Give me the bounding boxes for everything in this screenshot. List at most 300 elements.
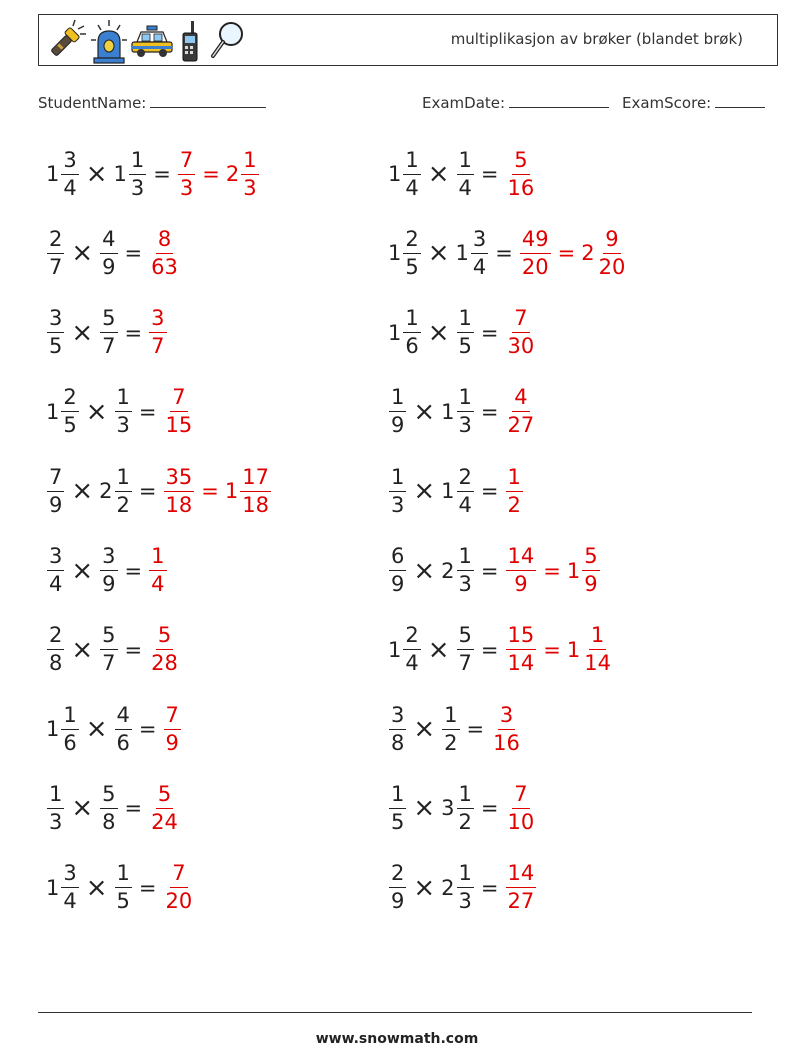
operand-b-denominator: 4 [472,254,487,279]
operand-b-whole: 2 [99,479,113,504]
exam-date-line[interactable] [509,93,609,108]
equals-sign: = [466,717,485,742]
answer-denominator: 30 [507,334,535,359]
answer [505,625,614,674]
operand-b-whole: 2 [441,558,455,583]
operand-b-denominator: 2 [444,730,458,755]
times-sign: × [427,634,450,665]
answer-fraction [506,546,537,595]
footer-divider [38,1012,752,1013]
answer [148,781,181,834]
answer-mixed-numerator: 1 [589,625,606,650]
answer [505,147,538,200]
operand-b-denominator: 5 [458,334,472,359]
equals-sign: = [480,162,499,186]
operand-b-fraction [457,308,474,357]
answer-denominator: 7 [151,334,165,359]
operand-b-fraction [100,546,117,595]
student-name-line[interactable] [150,93,266,108]
answer-numerator: 4 [512,387,529,412]
equals-sign: = [480,320,499,345]
operand-a-numerator: 3 [47,308,64,333]
operand-b-fraction [100,781,117,834]
answer [505,863,538,912]
answer [163,702,182,755]
answer-numerator: 3 [149,308,166,333]
equals-sign: = [480,558,499,583]
answer-fraction [506,781,537,834]
times-sign: × [71,793,94,824]
operand-b-numerator: 1 [442,705,459,730]
operand-b-whole: 2 [441,875,455,900]
problem-item [388,223,628,283]
operand-b-numerator: 5 [457,625,474,650]
answer-denominator: 15 [165,413,193,438]
times-sign: × [71,634,94,665]
operand-b-denominator: 9 [102,572,116,596]
answer-denominator: 20 [165,889,193,914]
operand-b-numerator: 4 [115,705,132,730]
header-icons [43,17,249,65]
operand-b-numerator: 1 [457,546,474,571]
operand-a-denominator: 5 [405,254,419,279]
answer-numerator: 14 [506,863,537,888]
answer [148,625,181,674]
answer-denominator: 63 [151,254,178,279]
operand-a-fraction [389,546,406,595]
times-sign: × [427,159,450,189]
equals-sign: = [124,241,143,266]
operand-b-fraction [115,387,132,436]
answer-numerator: 5 [156,625,173,650]
operand-a-whole: 1 [388,162,402,186]
problem-item [46,144,260,204]
operand-b-numerator: 2 [457,467,474,492]
answer-equals-sign: = [201,479,219,504]
problem-item [388,541,601,601]
student-name-label: StudentName: [38,94,147,112]
worksheet-title: multiplikasjon av brøker (blandet brøk) [450,30,743,48]
flashlight-icon [43,18,89,64]
answer-mixed-fraction [582,625,613,674]
operand-b-fraction [100,226,117,279]
operand-b-numerator: 1 [457,308,474,333]
operand-a-whole: 1 [46,875,60,900]
operand-a-numerator: 6 [389,546,406,571]
answer-denominator: 27 [507,413,535,438]
answer-numerator: 7 [170,863,187,888]
problem-item [388,382,537,442]
answer-fraction [506,863,537,912]
answer-equals-sign: = [557,241,576,266]
exam-score-field[interactable] [622,93,765,112]
answer-mixed-denominator: 9 [584,572,598,596]
operand-b-fraction [457,464,474,517]
operand-a-whole: 1 [46,399,60,424]
times-sign: × [413,476,436,507]
times-sign: × [413,872,436,903]
problem-item [46,461,272,521]
operand-a-denominator: 4 [63,175,77,200]
answer [148,546,167,595]
operand-a-numerator: 1 [47,784,64,809]
answer-fraction [506,625,537,674]
operand-a-numerator: 3 [61,150,78,175]
operand-a-fraction [403,308,420,357]
answer [505,387,538,436]
operand-a-fraction [47,546,64,595]
exam-date-label: ExamDate: [422,94,506,112]
operand-a-whole: 1 [46,162,60,186]
operand-a-whole: 1 [46,717,60,742]
operand-b-denominator: 2 [116,492,130,517]
operand-b-denominator: 3 [458,889,472,914]
answer-mixed-fraction [582,546,599,595]
times-sign: × [85,159,108,189]
answer-numerator: 49 [520,229,551,254]
answer [177,147,260,200]
answer-mixed-whole: 2 [225,162,240,186]
operand-b-fraction [457,546,474,595]
operand-b-fraction [457,147,474,200]
operand-b-numerator: 1 [457,863,474,888]
answer-mixed-fraction [241,147,258,200]
answer-numerator: 7 [170,387,187,412]
operand-a-denominator: 9 [391,572,405,596]
equals-sign: = [138,479,157,504]
operand-a-fraction [403,625,420,674]
operand-a-denominator: 5 [391,809,405,834]
operand-a-whole: 1 [388,241,402,266]
operand-a-numerator: 2 [389,863,406,888]
operand-b-denominator: 9 [102,254,116,279]
equals-sign: = [480,637,499,662]
siren-icon [89,18,129,64]
answer-fraction [491,702,522,755]
operand-a-numerator: 7 [47,467,64,492]
operand-b-fraction [115,863,132,912]
answer-denominator: 14 [507,651,535,676]
answer-fraction [178,147,195,200]
operand-b-numerator: 3 [100,546,117,571]
operand-a-numerator: 2 [403,625,420,650]
operand-b-numerator: 1 [115,863,132,888]
operand-a-fraction [47,781,64,834]
answer-denominator: 28 [151,651,178,676]
operand-a-fraction [61,147,78,200]
operand-a-fraction [389,702,406,755]
problem-item [388,778,537,838]
operand-a-denominator: 5 [63,413,77,438]
operand-a-numerator: 1 [389,467,406,492]
operand-b-denominator: 2 [458,809,472,834]
answer-fraction [164,863,195,912]
times-sign: × [427,317,450,348]
operand-a-numerator: 3 [61,863,78,888]
answer [148,226,181,279]
answer [505,464,524,517]
answer-fraction [164,702,181,755]
operand-b-denominator: 6 [116,730,130,755]
times-sign: × [413,714,436,745]
answer-fraction [520,226,551,279]
answer-mixed-whole: 1 [566,637,581,662]
equals-sign: = [138,717,157,742]
walkie-talkie-icon [175,18,205,64]
operand-b-fraction [442,702,459,755]
answer-mixed-denominator: 14 [584,651,611,676]
answer-denominator: 16 [493,730,520,755]
answer-denominator: 10 [507,809,535,834]
answer [163,464,272,517]
problem-item [46,858,195,918]
answer-fraction [164,387,195,436]
equals-sign: = [124,558,143,583]
problem-item [46,778,181,838]
equals-sign: = [480,479,499,504]
answer-mixed-denominator: 18 [242,492,269,517]
problem-item [388,144,537,204]
answer-numerator: 5 [512,150,529,175]
answer [163,387,196,436]
problem-item [46,541,168,601]
operand-b-fraction [115,702,132,755]
operand-b-denominator: 3 [116,413,130,438]
answer-mixed-fraction [240,464,271,517]
operand-a-fraction [389,464,406,517]
answer [519,226,628,279]
operand-b-fraction [115,464,132,517]
answer-equals-sign: = [543,637,561,662]
operand-b-fraction [457,387,474,436]
answer-mixed-denominator: 3 [243,175,257,200]
operand-b-whole: 1 [113,162,127,186]
operand-b-numerator: 1 [457,150,474,175]
operand-a-fraction [47,625,64,674]
times-sign: × [413,555,436,586]
operand-a-numerator: 2 [47,229,64,254]
operand-b-denominator: 7 [458,651,472,676]
answer-numerator: 5 [156,784,173,809]
times-sign: × [413,793,436,824]
operand-b-whole: 3 [441,796,455,821]
answer-numerator: 7 [164,705,181,730]
answer-denominator: 3 [179,175,194,200]
problem-item [46,382,195,442]
operand-b-numerator: 3 [471,229,488,254]
operand-a-denominator: 6 [405,334,419,359]
answer-mixed-fraction [597,226,628,279]
answer-fraction [164,464,195,517]
operand-a-numerator: 1 [61,705,78,730]
exam-score-label: ExamScore: [622,94,712,112]
operand-b-numerator: 5 [100,784,117,809]
operand-a-denominator: 9 [49,492,63,517]
operand-a-numerator: 2 [61,387,78,412]
answer-fraction [149,308,166,357]
operand-a-denominator: 8 [391,730,405,755]
times-sign: × [71,476,94,507]
answer-numerator: 7 [178,150,195,175]
operand-a-denominator: 3 [49,809,63,834]
operand-a-numerator: 2 [403,229,420,254]
operand-b-numerator: 1 [115,467,132,492]
operand-a-fraction [403,226,420,279]
answer [505,781,538,834]
exam-date-field[interactable] [422,93,609,112]
answer-denominator: 27 [507,889,535,914]
answer-numerator: 14 [506,546,537,571]
equals-sign: = [153,162,171,186]
answer-mixed-whole: 1 [224,479,239,504]
operand-a-fraction [389,387,406,436]
operand-b-fraction [100,308,117,357]
operand-a-numerator: 3 [389,705,406,730]
operand-b-fraction [457,863,474,912]
operand-a-denominator: 3 [391,492,405,517]
operand-a-denominator: 4 [405,651,419,676]
operand-a-fraction [47,464,64,517]
equals-sign: = [138,875,157,900]
operand-b-fraction [457,781,474,834]
problem-item [388,858,537,918]
answer-fraction [506,464,523,517]
answer-denominator: 24 [151,809,178,834]
problem-item [46,223,181,283]
answer-numerator: 15 [506,625,537,650]
operand-a-fraction [61,387,78,436]
exam-score-line[interactable] [715,93,765,108]
operand-a-numerator: 1 [403,308,420,333]
answer-fraction [506,308,537,357]
operand-b-whole: 1 [455,241,469,266]
operand-b-numerator: 1 [115,387,132,412]
answer-denominator: 4 [151,572,165,596]
operand-b-denominator: 3 [458,572,472,596]
answer-denominator: 18 [165,492,193,517]
equals-sign: = [480,875,499,900]
equals-sign: = [124,637,143,662]
answer-mixed-numerator: 5 [582,546,599,571]
answer-numerator: 7 [512,308,529,333]
equals-sign: = [124,320,143,345]
equals-sign: = [480,399,499,424]
operand-a-numerator: 1 [403,150,420,175]
equals-sign: = [495,241,513,266]
operand-a-fraction [389,863,406,912]
answer-fraction [506,147,537,200]
operand-b-whole: 1 [441,399,455,424]
operand-a-numerator: 1 [389,784,406,809]
answer-denominator: 16 [507,175,535,200]
operand-a-denominator: 5 [49,334,63,359]
problem-item [388,303,537,363]
times-sign: × [427,238,450,269]
answer [163,863,196,912]
answer-numerator: 7 [512,784,529,809]
operand-a-fraction [47,308,64,357]
operand-b-numerator: 5 [100,625,117,650]
operand-b-denominator: 4 [458,175,472,200]
answer [148,308,167,357]
operand-a-denominator: 4 [49,572,63,596]
operand-a-denominator: 7 [49,254,63,279]
answer-equals-sign: = [543,558,561,583]
operand-b-denominator: 8 [102,809,116,834]
problem-item [46,699,182,759]
times-sign: × [85,714,108,745]
answer-denominator: 9 [165,730,179,755]
answer-numerator: 3 [498,705,515,730]
operand-b-denominator: 3 [130,175,145,200]
answer-mixed-numerator: 17 [240,467,271,492]
operand-b-numerator: 4 [100,229,117,254]
answer-denominator: 2 [507,492,521,517]
operand-b-denominator: 7 [102,334,116,359]
operand-a-denominator: 9 [391,413,405,438]
answer [505,546,601,595]
operand-a-numerator: 3 [47,546,64,571]
operand-b-fraction [471,226,488,279]
operand-b-numerator: 1 [457,387,474,412]
operand-a-denominator: 4 [405,175,419,200]
answer-numerator: 1 [506,467,523,492]
operand-a-fraction [47,226,64,279]
operand-a-denominator: 9 [391,889,405,914]
operand-b-whole: 1 [441,479,455,504]
answer-fraction [149,625,180,674]
times-sign: × [71,238,94,269]
problem-item [388,461,524,521]
operand-a-fraction [389,781,406,834]
operand-b-fraction [457,625,474,674]
operand-b-denominator: 3 [458,413,472,438]
problem-item [388,699,523,759]
operand-b-numerator: 5 [100,308,117,333]
worksheet-header [38,14,778,66]
operand-a-fraction [61,702,78,755]
operand-b-denominator: 4 [458,492,472,517]
problem-item [46,303,168,363]
answer-equals-sign: = [202,162,220,186]
operand-a-denominator: 6 [63,730,77,755]
times-sign: × [71,555,94,586]
answer [505,308,538,357]
times-sign: × [85,872,108,903]
answer-fraction [149,546,166,595]
operand-b-numerator: 1 [457,784,474,809]
answer-mixed-denominator: 20 [598,254,626,279]
answer [490,702,523,755]
operand-a-fraction [61,863,78,912]
equals-sign: = [138,399,157,424]
operand-b-fraction [100,625,117,674]
equals-sign: = [480,796,499,821]
police-car-icon [129,18,175,64]
student-name-field[interactable] [38,93,266,112]
answer-denominator: 20 [521,254,549,279]
operand-a-whole: 1 [388,320,402,345]
equals-sign: = [124,796,143,821]
answer-mixed-numerator: 1 [241,150,258,175]
times-sign: × [85,396,108,427]
answer-fraction [149,781,180,834]
operand-a-fraction [403,147,420,200]
operand-b-denominator: 5 [116,889,130,914]
answer-numerator: 8 [156,229,173,254]
operand-a-denominator: 4 [63,889,77,914]
problem-item [388,620,614,680]
